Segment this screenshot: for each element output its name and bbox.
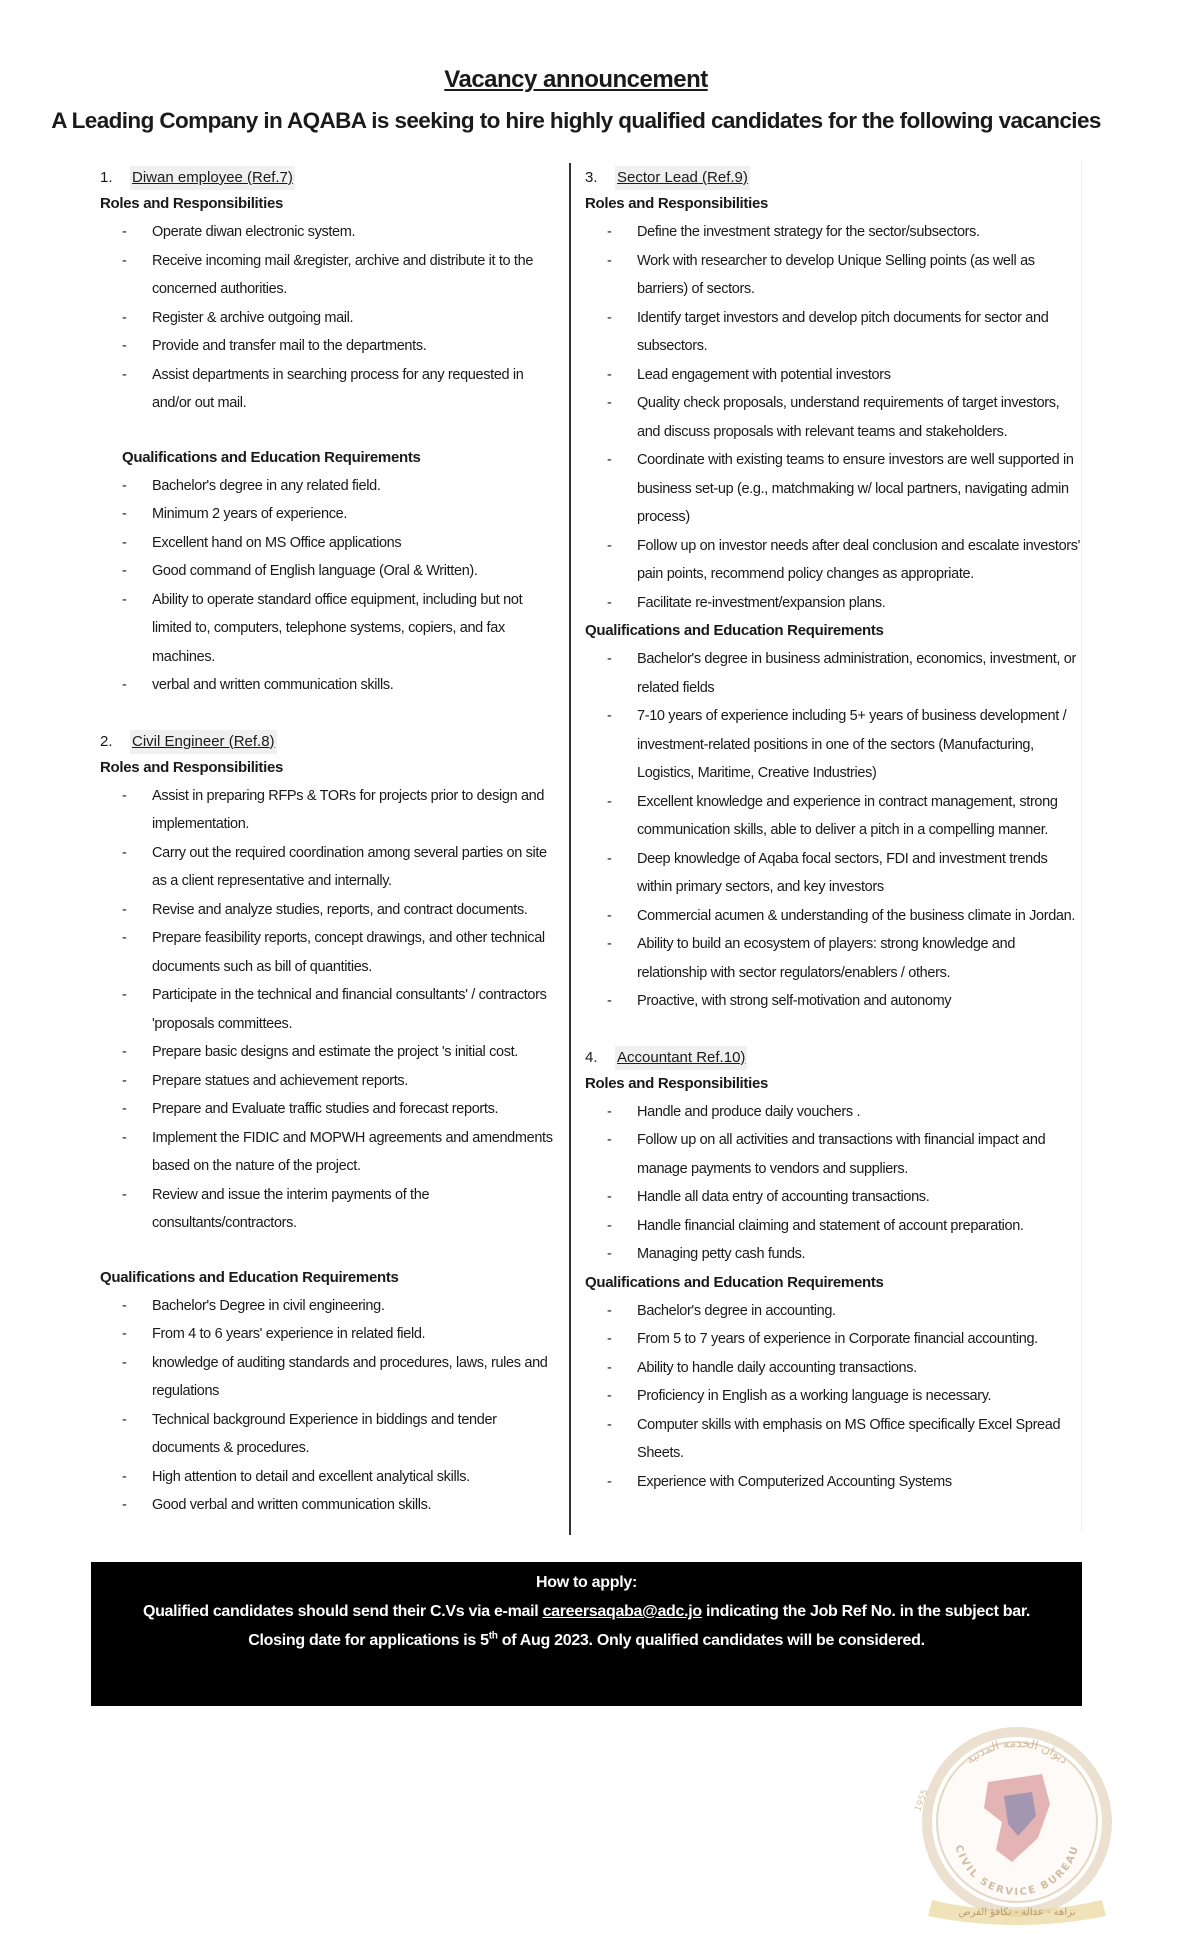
roles-heading: Roles and Responsibilities — [100, 758, 284, 776]
list-item: - Bachelor's Degree in civil engineering. — [100, 1292, 560, 1321]
job-header — [585, 166, 1085, 190]
svg-text:1955: 1955 — [913, 1788, 931, 1814]
svg-text:CIVIL SERVICE BUREAU: CIVIL SERVICE BUREAU — [952, 1843, 1082, 1899]
list-item: - From 5 to 7 years of experience in Corporate financial accounting. — [585, 1325, 1085, 1354]
list-item: - Assist in preparing RFPs & TORs for projects prior to design and implementation. — [100, 782, 560, 839]
list-item: - Ability to handle daily accounting transactions. — [585, 1354, 1085, 1383]
apply-email-link[interactable]: careersaqaba@adc.jo — [542, 1603, 702, 1620]
list-item: - Participate in the technical and financial consultants' / contractors 'proposals committees. — [100, 981, 560, 1038]
qualifications-heading: Qualifications and Education Requirements — [122, 448, 421, 466]
closing-date: Closing date for applications is 5th of Aug 2023. Only qualified candidates will be considered. — [248, 1630, 925, 1649]
list-item: - Implement the FIDIC and MOPWH agreements and amendments based on the nature of the project. — [100, 1124, 560, 1181]
list-item: - Review and issue the interim payments of the consultants/contractors. — [100, 1181, 560, 1238]
job-header — [100, 166, 560, 190]
list-item: - Bachelor's degree in business administration, economics, investment, or related fields — [585, 645, 1085, 702]
list-item: - High attention to detail and excellent analytical skills. — [100, 1463, 560, 1492]
page-subtitle: A Leading Company in AQABA is seeking to hire highly qualified candidates for the following vacancies — [51, 108, 1101, 133]
list-item: - 7-10 years of experience including 5+ years of business development / investment-related positions in one of the sectors (Manufacturing, Logistics, Maritime, Creative Industries) — [585, 702, 1085, 788]
list-item: - Managing petty cash funds. — [585, 1240, 1085, 1269]
list-item: - Good verbal and written communication skills. — [100, 1491, 560, 1520]
list-item: - Register & archive outgoing mail. — [100, 304, 560, 333]
list-item: - Handle all data entry of accounting transactions. — [585, 1183, 1085, 1212]
job-header — [100, 730, 560, 754]
roles-list — [100, 218, 560, 418]
job-number: 4. — [585, 1048, 598, 1066]
list-item: - Proactive, with strong self-motivation and autonomy — [585, 987, 1085, 1016]
apply-heading: How to apply: — [536, 1574, 637, 1591]
roles-list — [100, 782, 560, 1238]
qualifications-list — [100, 1292, 560, 1520]
list-item: - Computer skills with emphasis on MS Office specifically Excel Spread Sheets. — [585, 1411, 1085, 1468]
list-item: - Handle and produce daily vouchers . — [585, 1098, 1085, 1127]
roles-list — [585, 1098, 1085, 1269]
list-item: - Bachelor's degree in accounting. — [585, 1297, 1085, 1326]
list-item: - Deep knowledge of Aqaba focal sectors, FDI and investment trends within primary sectors, and key investors — [585, 845, 1085, 902]
job-number: 1. — [100, 169, 113, 186]
roles-heading: Roles and Responsibilities — [100, 195, 284, 212]
list-item: - Technical background Experience in biddings and tender documents & procedures. — [100, 1406, 560, 1463]
qualifications-heading: Qualifications and Education Requirements — [585, 622, 884, 639]
list-item: - Prepare and Evaluate traffic studies and forecast reports. — [100, 1095, 560, 1124]
list-item: - Commercial acumen & understanding of the business climate in Jordan. — [585, 902, 1085, 931]
list-item: - Prepare feasibility reports, concept drawings, and other technical documents such as bill of quantities. — [100, 924, 560, 981]
list-item: - Prepare basic designs and estimate the project 's initial cost. — [100, 1038, 560, 1067]
list-item: - Receive incoming mail &register, archive and distribute it to the concerned authorities. — [100, 247, 560, 304]
svg-text:نزاهة - عدالة - تكافؤ الفرص: نزاهة - عدالة - تكافؤ الفرص — [958, 1907, 1076, 1918]
column-divider — [569, 163, 571, 1535]
job-number: 3. — [585, 169, 598, 186]
list-item: - Experience with Computerized Accounting Systems — [585, 1468, 1085, 1497]
right-column — [585, 166, 1085, 1496]
list-item: - Revise and analyze studies, reports, and contract documents. — [100, 896, 560, 925]
list-item: - Bachelor's degree in any related field. — [100, 472, 560, 501]
list-item: - Excellent hand on MS Office applications — [100, 529, 560, 558]
apply-instructions: Qualified candidates should send their C.Vs via e-mail careersaqaba@adc.jo indicating the Job Ref No. in the subject bar. — [142, 1603, 1031, 1620]
list-item: - Minimum 2 years of experience. — [100, 500, 560, 529]
list-item: - Identify target investors and develop pitch documents for sector and subsectors. — [585, 304, 1085, 361]
list-item: - Follow up on investor needs after deal conclusion and escalate investors' pain points, recommend policy changes as appropriate. — [585, 532, 1085, 589]
job-header — [585, 1046, 1085, 1070]
job-sector-lead — [585, 166, 1085, 1016]
list-item: - Provide and transfer mail to the departments. — [100, 332, 560, 361]
svg-text:ديوان الخدمة المدنية: ديوان الخدمة المدنية — [963, 1735, 1071, 1767]
job-title: Accountant Ref.10) — [615, 1046, 747, 1070]
roles-heading: Roles and Responsibilities — [585, 195, 769, 212]
roles-heading: Roles and Responsibilities — [585, 1074, 769, 1092]
list-item: - Excellent knowledge and experience in contract management, strong communication skills, able to deliver a pitch in a compelling manner. — [585, 788, 1085, 845]
list-item: - Coordinate with existing teams to ensure investors are well supported in business set-up (e.g., matchmaking w/ local partners, navigating admin process) — [585, 446, 1085, 532]
job-title: Civil Engineer (Ref.8) — [130, 730, 277, 754]
qualifications-list — [585, 1297, 1085, 1497]
left-column — [100, 166, 560, 1520]
qualifications-heading: Qualifications and Education Requirements — [585, 1273, 884, 1291]
roles-list — [585, 218, 1085, 617]
list-item: - Lead engagement with potential investors — [585, 361, 1085, 390]
job-title: Diwan employee (Ref.7) — [130, 166, 295, 190]
list-item: - Operate diwan electronic system. — [100, 218, 560, 247]
list-item: - Proficiency in English as a working language is necessary. — [585, 1382, 1085, 1411]
list-item: - Ability to operate standard office equipment, including but not limited to, computers, telephone systems, copiers, and fax machines. — [100, 586, 560, 672]
page-title: Vacancy announcement — [444, 66, 708, 93]
qualifications-heading: Qualifications and Education Requirements — [100, 1268, 399, 1286]
list-item: - Carry out the required coordination among several parties on site as a client representative and internally. — [100, 839, 560, 896]
list-item: - knowledge of auditing standards and procedures, laws, rules and regulations — [100, 1349, 560, 1406]
list-item: - Facilitate re-investment/expansion plans. — [585, 589, 1085, 618]
list-item: - Follow up on all activities and transactions with financial impact and manage payments to vendors and suppliers. — [585, 1126, 1085, 1183]
job-title: Sector Lead (Ref.9) — [615, 166, 750, 190]
civil-service-bureau-seal — [892, 1712, 1142, 1932]
list-item: - Ability to build an ecosystem of players: strong knowledge and relationship with sector regulators/enablers / others. — [585, 930, 1085, 987]
list-item: - Prepare statues and achievement reports. — [100, 1067, 560, 1096]
job-diwan-employee — [100, 166, 560, 700]
job-accountant — [585, 1046, 1085, 1497]
list-item: - Define the investment strategy for the sector/subsectors. — [585, 218, 1085, 247]
list-item: - Work with researcher to develop Unique Selling points (as well as barriers) of sectors. — [585, 247, 1085, 304]
qualifications-list — [100, 472, 560, 700]
list-item: - Assist departments in searching process for any requested in and/or out mail. — [100, 361, 560, 418]
list-item: - Handle financial claiming and statement of account preparation. — [585, 1212, 1085, 1241]
job-civil-engineer — [100, 730, 560, 1520]
job-number: 2. — [100, 732, 113, 750]
how-to-apply-box — [91, 1562, 1082, 1706]
list-item: - Quality check proposals, understand requirements of target investors, and discuss proposals with relevant teams and stakeholders. — [585, 389, 1085, 446]
list-item: - Good command of English language (Oral & Written). — [100, 557, 560, 586]
qualifications-list — [585, 645, 1085, 1016]
list-item: - verbal and written communication skills. — [100, 671, 560, 700]
list-item: - From 4 to 6 years' experience in related field. — [100, 1320, 560, 1349]
